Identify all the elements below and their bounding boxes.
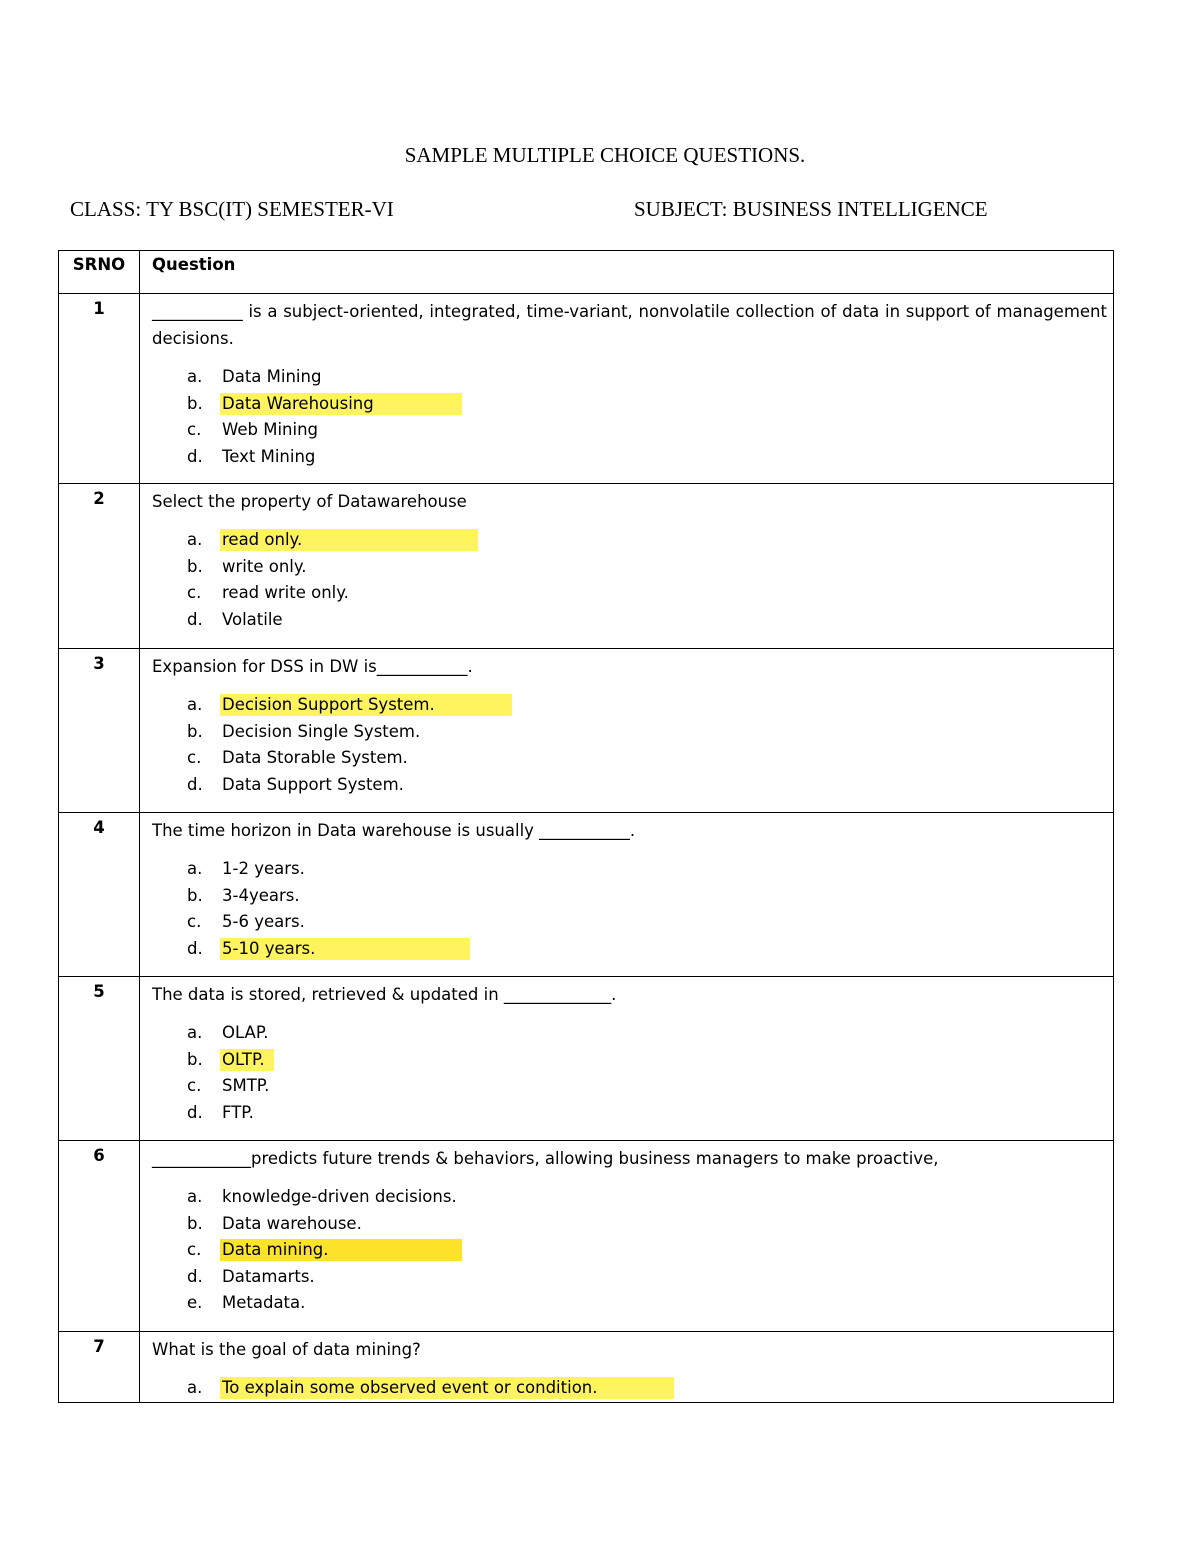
option-letter: c. [187, 1240, 202, 1259]
option-text: Decision Support System. [222, 695, 435, 714]
option-item [140, 444, 1113, 471]
question-text: What is the goal of data mining? [152, 1340, 421, 1359]
table-row [59, 1141, 1114, 1332]
page-title: SAMPLE MULTIPLE CHOICE QUESTIONS. [404, 143, 806, 167]
table-row [59, 484, 1114, 649]
option-letter: b. [187, 1213, 203, 1233]
row-question-cell [140, 1141, 1114, 1332]
option-item [140, 364, 1113, 391]
row-srno: 5 [59, 977, 140, 1141]
option-letter: a. [187, 1378, 203, 1397]
option-item [140, 1375, 1113, 1402]
option-item [140, 527, 1113, 554]
option-item [140, 1073, 1113, 1100]
option-item [140, 417, 1113, 444]
option-letter: a. [187, 1187, 203, 1206]
option-item [140, 692, 1113, 719]
row-question-cell [140, 294, 1114, 484]
option-letter: b. [187, 885, 203, 905]
table-row [59, 813, 1114, 977]
options-list [140, 527, 1113, 633]
option-letter: c. [187, 420, 202, 439]
option-text: 5-6 years. [222, 912, 305, 931]
option-text: read only. [222, 530, 303, 549]
srno-header: SRNO [59, 251, 140, 294]
option-item [140, 1100, 1113, 1127]
option-text: Data Storable System. [222, 748, 408, 767]
row-question-cell [140, 649, 1114, 813]
option-text: Volatile [222, 609, 283, 629]
table-header-row [59, 251, 1114, 294]
option-text: Data warehouse. [222, 1213, 362, 1233]
option-letter: e. [187, 1293, 203, 1312]
option-letter: b. [187, 1049, 203, 1069]
option-text: Web Mining [222, 420, 319, 439]
row-question-cell [140, 977, 1114, 1141]
option-letter: a. [187, 859, 203, 878]
option-letter: b. [187, 721, 203, 741]
option-letter: d. [187, 609, 203, 629]
option-text: OLAP. [222, 1023, 269, 1042]
row-srno: 1 [59, 294, 140, 484]
table-row [59, 294, 1114, 484]
option-letter: a. [187, 367, 203, 386]
option-letter: b. [187, 556, 203, 576]
option-letter: d. [187, 1102, 203, 1122]
option-item [140, 554, 1113, 581]
option-text: Data Support System. [222, 774, 404, 794]
option-text: knowledge-driven decisions. [222, 1187, 457, 1206]
question-text: Select the property of Datawarehouse [152, 492, 467, 511]
options-list [140, 1184, 1113, 1317]
option-text: Decision Single System. [222, 721, 421, 741]
option-letter: a. [187, 1023, 203, 1042]
option-letter: b. [187, 393, 203, 413]
option-text: Metadata. [222, 1293, 306, 1312]
option-text: To explain some observed event or condition. [222, 1378, 598, 1397]
option-text: read write only. [222, 583, 349, 602]
option-text: FTP. [222, 1102, 254, 1122]
option-text: Data mining. [222, 1240, 329, 1259]
option-item [140, 745, 1113, 772]
option-text: 5-10 years. [222, 938, 316, 958]
question-text: The time horizon in Data warehouse is usually ___________. [152, 821, 636, 840]
table-row [59, 977, 1114, 1141]
option-item [140, 1237, 1113, 1264]
class-line: CLASS: TY BSC(IT) SEMESTER-VI [70, 197, 394, 221]
option-item [140, 607, 1113, 634]
option-letter: a. [187, 695, 203, 714]
options-list [140, 364, 1113, 470]
option-text: Text Mining [222, 446, 316, 466]
question-text: ___________ is a subject-oriented, integrated, time-variant, nonvolatile collection of data in support of management decisions. [152, 302, 1107, 348]
row-srno: 2 [59, 484, 140, 649]
option-letter: d. [187, 938, 203, 958]
option-text: Data Mining [222, 367, 322, 386]
option-text: write only. [222, 556, 307, 576]
options-list [140, 1375, 1113, 1402]
options-list [140, 692, 1113, 798]
option-item [140, 1184, 1113, 1211]
row-question-cell [140, 1332, 1114, 1403]
option-text: 3-4years. [222, 885, 300, 905]
table-row [59, 1332, 1114, 1403]
option-letter: a. [187, 530, 203, 549]
option-item [140, 1264, 1113, 1291]
question-text: The data is stored, retrieved & updated in _____________. [152, 985, 617, 1004]
option-text: 1-2 years. [222, 859, 305, 878]
option-letter: c. [187, 748, 202, 767]
option-item [140, 1290, 1113, 1317]
option-letter: d. [187, 1266, 203, 1286]
option-text: OLTP. [222, 1049, 265, 1069]
option-letter: d. [187, 446, 203, 466]
option-text: SMTP. [222, 1076, 270, 1095]
questions-table [58, 250, 1114, 1403]
question-text: Expansion for DSS in DW is___________. [152, 657, 473, 676]
option-item [140, 909, 1113, 936]
option-text: Data Warehousing [222, 393, 374, 413]
option-item [140, 1211, 1113, 1238]
option-item [140, 772, 1113, 799]
option-letter: c. [187, 1076, 202, 1095]
option-item [140, 1020, 1113, 1047]
option-item [140, 719, 1113, 746]
option-item [140, 883, 1113, 910]
options-list [140, 1020, 1113, 1126]
row-srno: 7 [59, 1332, 140, 1403]
row-question-cell [140, 484, 1114, 649]
option-item [140, 391, 1113, 418]
option-letter: c. [187, 583, 202, 602]
option-text: Datamarts. [222, 1266, 315, 1286]
row-srno: 6 [59, 1141, 140, 1332]
option-letter: d. [187, 774, 203, 794]
row-question-cell [140, 813, 1114, 977]
options-list [140, 856, 1113, 962]
option-letter: c. [187, 912, 202, 931]
subject-line: SUBJECT: BUSINESS INTELLIGENCE [634, 197, 988, 221]
option-item [140, 936, 1113, 963]
question-text: ____________predicts future trends & behaviors, allowing business managers to make proactive, [152, 1149, 939, 1168]
option-item [140, 580, 1113, 607]
option-item [140, 1047, 1113, 1074]
row-srno: 4 [59, 813, 140, 977]
question-header: Question [140, 251, 1114, 294]
option-item [140, 856, 1113, 883]
row-srno: 3 [59, 649, 140, 813]
table-row [59, 649, 1114, 813]
